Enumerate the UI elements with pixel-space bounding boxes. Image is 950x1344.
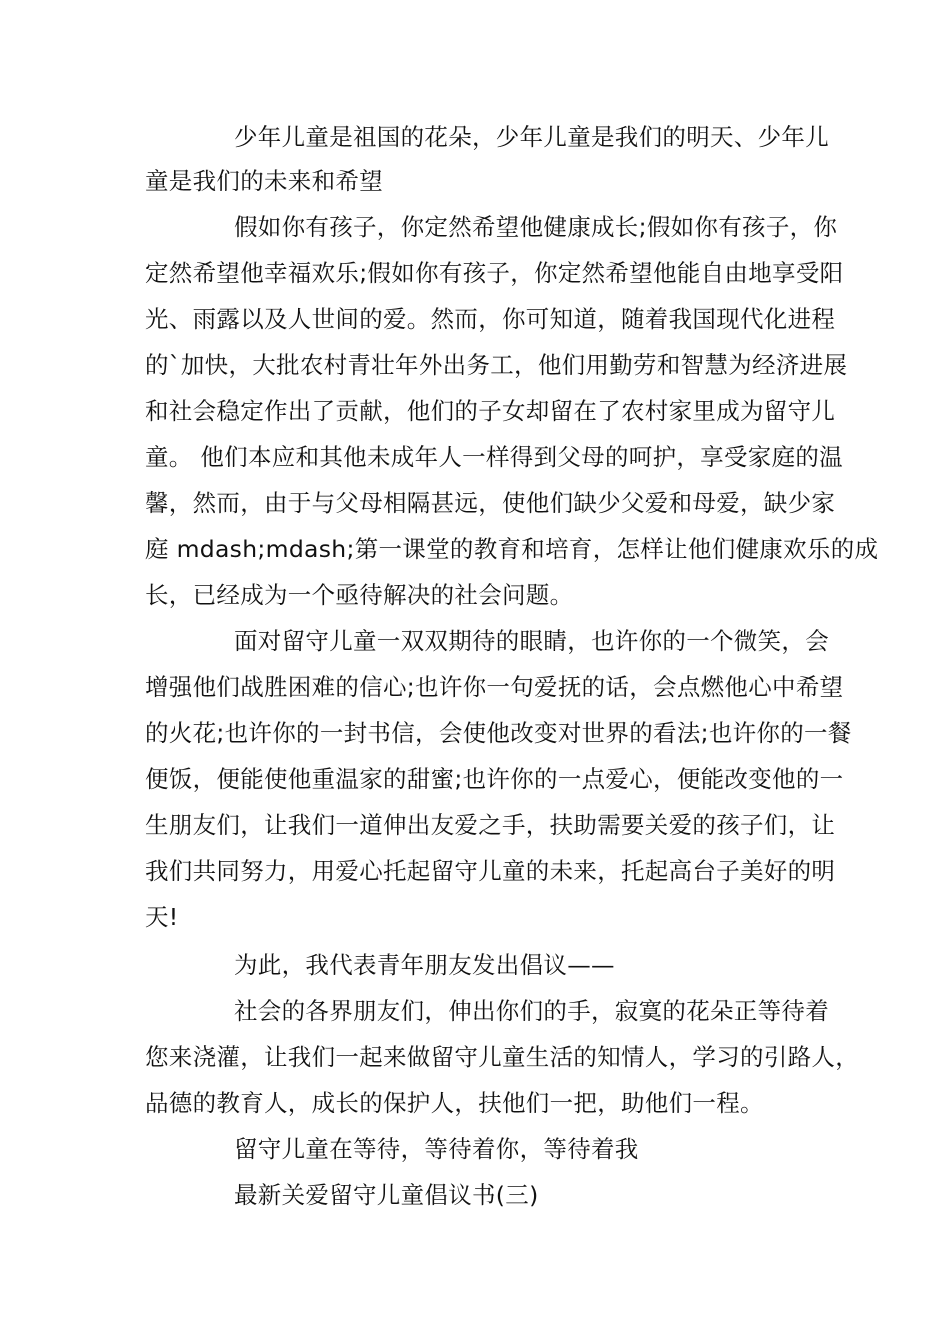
text-line: 便饭，便能使他重温家的甜蜜;也许你的一点爱心，便能改变他的一 (145, 765, 844, 793)
text-line: 您来浇灌，让我们一起来做留守儿童生活的知情人，学习的引路人， (145, 1043, 859, 1071)
text-line: 童是我们的未来和希望 (145, 167, 383, 195)
text-line: 生朋友们，让我们一道伸出友爱之手，扶助需要关爱的孩子们，让 (145, 811, 836, 839)
text-line: 长，已经成为一个亟待解决的社会问题。 (145, 581, 574, 609)
text-line: 品德的教育人，成长的保护人，扶他们一把，助他们一程。 (145, 1089, 764, 1117)
text-line: 留守儿童在等待，等待着你，等待着我 (234, 1135, 639, 1163)
text-line: 光、雨露以及人世间的爱。然而，你可知道，随着我国现代化进程 (145, 305, 836, 333)
text-line: 定然希望他幸福欢乐;假如你有孩子，你定然希望他能自由地享受阳 (145, 259, 844, 287)
text-line: 庭 mdash;mdash;第一课堂的教育和培育，怎样让他们健康欢乐的成 (145, 535, 879, 563)
text-line: 最新关爱留守儿童倡议书(三) (234, 1181, 539, 1209)
text-line: 的`加快，大批农村青壮年外出务工，他们用勤劳和智慧为经济进展 (145, 351, 848, 379)
text-line: 馨，然而，由于与父母相隔甚远，使他们缺少父爱和母爱，缺少家 (145, 489, 836, 517)
text-line: 我们共同努力，用爱心托起留守儿童的未来，托起高台子美好的明 (145, 857, 836, 885)
text-line: 社会的各界朋友们，伸出你们的手，寂寞的花朵正等待着 (234, 997, 829, 1025)
text-line: 的火花;也许你的一封书信，会使他改变对世界的看法;也许你的一餐 (145, 719, 852, 747)
text-line: 假如你有孩子，你定然希望他健康成长;假如你有孩子，你 (234, 213, 838, 241)
text-line: 增强他们战胜困难的信心;也许你一句爱抚的话，会点燃他心中希望 (145, 673, 844, 701)
text-line: 为此，我代表青年朋友发出倡议—— (234, 951, 615, 979)
text-line: 少年儿童是祖国的花朵，少年儿童是我们的明天、少年儿 (234, 123, 829, 151)
text-line: 面对留守儿童一双双期待的眼睛，也许你的一个微笑，会 (234, 627, 829, 655)
text-line: 童。 他们本应和其他未成年人一样得到父母的呵护，享受家庭的温 (145, 443, 843, 471)
text-line: 天! (145, 903, 179, 931)
text-line: 和社会稳定作出了贡献，他们的子女却留在了农村家里成为留守儿 (145, 397, 836, 425)
